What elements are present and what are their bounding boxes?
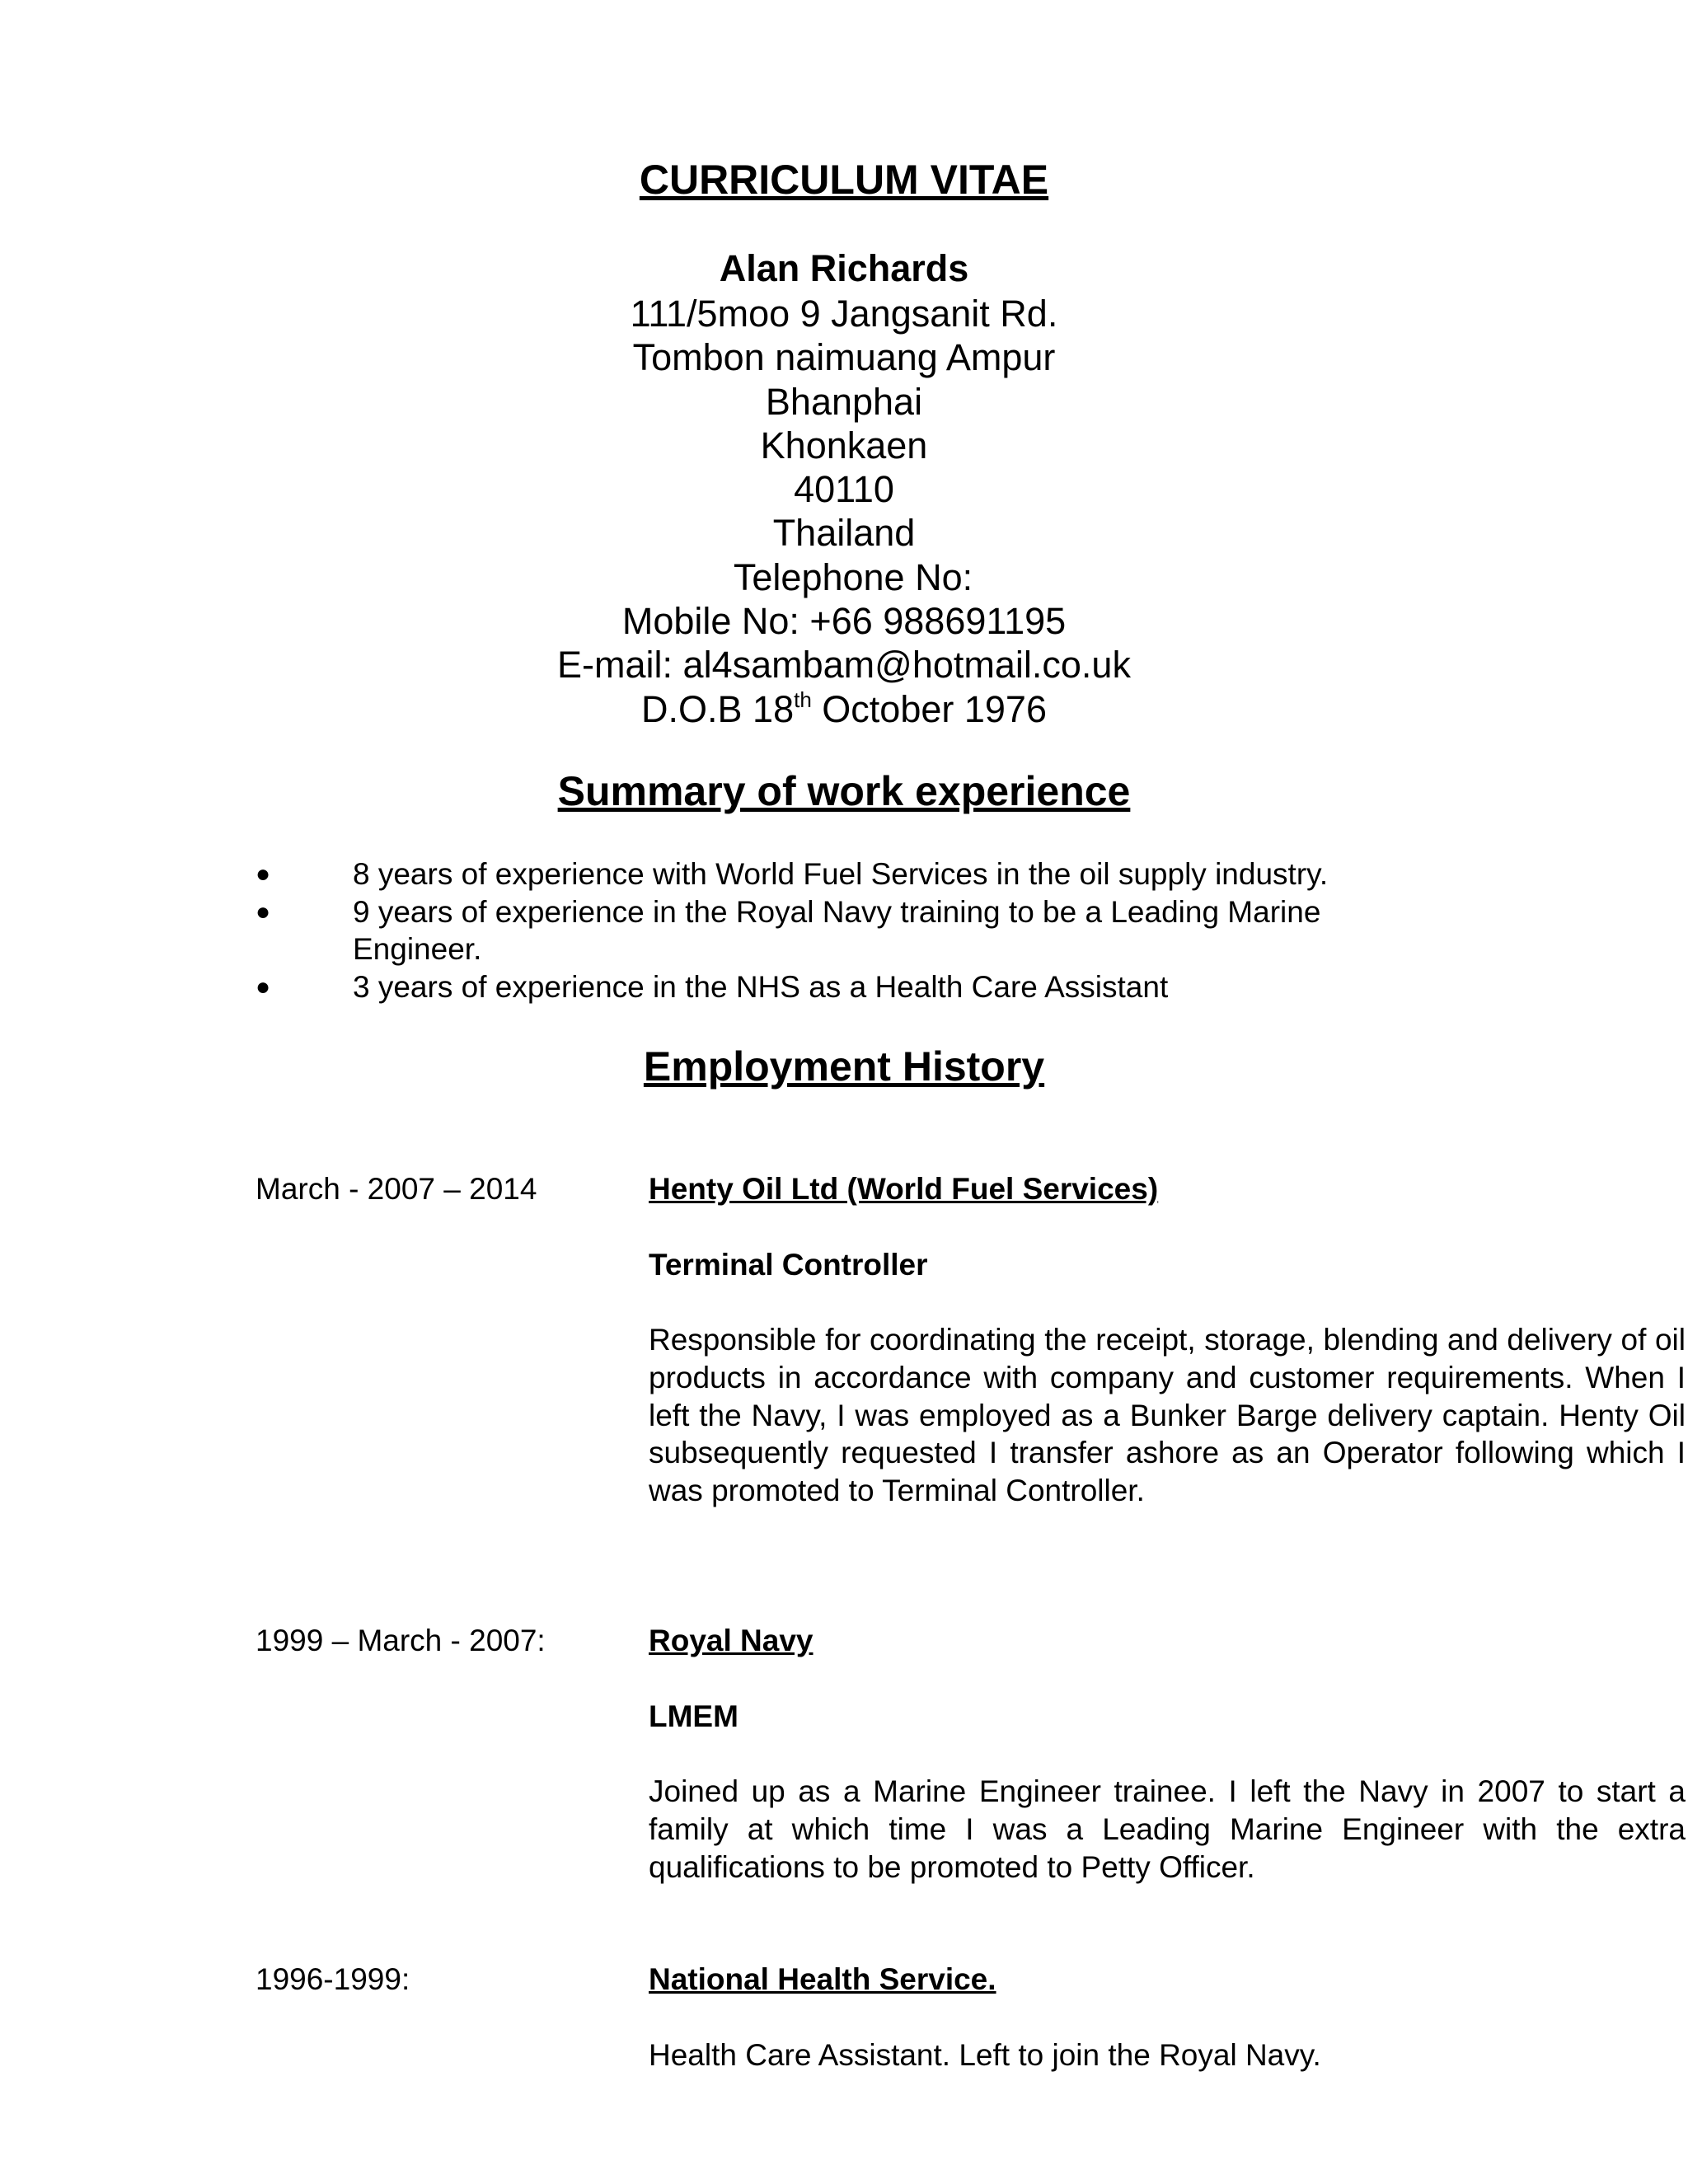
job-body bbox=[649, 1961, 1686, 2074]
dob-rest: October 1976 bbox=[811, 687, 1047, 730]
job-dates: 1999 – March - 2007: bbox=[256, 1624, 546, 1657]
summary-heading: Summary of work experience bbox=[557, 768, 1131, 814]
address-line-2: Tombon naimuang Ampur bbox=[632, 336, 1056, 379]
job-dates: 1996-1999: bbox=[256, 1962, 410, 1996]
summary-item-text: 9 years of experience in the Royal Navy training to be a Leading Marine Engineer. bbox=[353, 894, 1321, 966]
address-line-4: Khonkaen bbox=[760, 424, 928, 466]
job-employer: Henty Oil Ltd (World Fuel Services) bbox=[649, 1172, 1159, 1206]
address-line-1: 111/5moo 9 Jangsanit Rd. bbox=[630, 293, 1058, 335]
list-item bbox=[256, 968, 1426, 1006]
bullet-icon: ● bbox=[256, 898, 271, 926]
job-description: Health Care Assistant. Left to join the Royal Navy. bbox=[649, 2037, 1321, 2072]
contact-block bbox=[0, 292, 1688, 731]
telephone: Telephone No: bbox=[733, 555, 973, 598]
address-line-3: Bhanphai bbox=[765, 380, 923, 423]
candidate-name: Alan Richards bbox=[719, 247, 969, 289]
mobile: Mobile No: +66 988691195 bbox=[621, 600, 1067, 643]
job-description: Joined up as a Marine Engineer trainee. I left the Navy in 2007 to start a family at which time I was a Leading Marine Engineer with the extra qualifications to be promoted to Petty Officer. bbox=[649, 1774, 1686, 1884]
bullet-icon: ● bbox=[256, 860, 271, 888]
email: E-mail: al4sambam@hotmail.co.uk bbox=[557, 644, 1131, 687]
job-body bbox=[649, 1622, 1686, 1886]
summary-item-text: 8 years of experience with World Fuel Services in the oil supply industry. bbox=[353, 857, 1329, 891]
date-of-birth bbox=[0, 687, 1688, 731]
bullet-icon: ● bbox=[256, 972, 271, 1001]
country: Thailand bbox=[772, 512, 916, 555]
job-employer: Royal Navy bbox=[649, 1624, 814, 1657]
dob-prefix: D.O.B 18 bbox=[641, 687, 795, 730]
job-description: Responsible for coordinating the receipt, storage, blending and delivery of oil products in accordance with company and customer requirements. When I left the Navy, I was employed as a Bunker Barge delivery captain. Henty Oil subsequently requested I transfer ashore as an Operator following which I was promoted to Terminal Controller. bbox=[649, 1323, 1686, 1508]
summary-list bbox=[256, 855, 1426, 1005]
job-dates: March - 2007 – 2014 bbox=[256, 1172, 537, 1206]
list-item bbox=[256, 893, 1426, 968]
employment-heading: Employment History bbox=[643, 1043, 1045, 1090]
postcode: 40110 bbox=[794, 468, 894, 511]
job-employer: National Health Service. bbox=[649, 1962, 996, 1996]
document-title: CURRICULUM VITAE bbox=[639, 157, 1049, 203]
job-role: LMEM bbox=[649, 1699, 738, 1733]
job-body bbox=[649, 1170, 1686, 1510]
job-role: Terminal Controller bbox=[649, 1247, 928, 1282]
list-item bbox=[256, 855, 1426, 893]
summary-item-text: 3 years of experience in the NHS as a Health Care Assistant bbox=[353, 969, 1169, 1004]
dob-ordinal: th bbox=[794, 687, 812, 712]
